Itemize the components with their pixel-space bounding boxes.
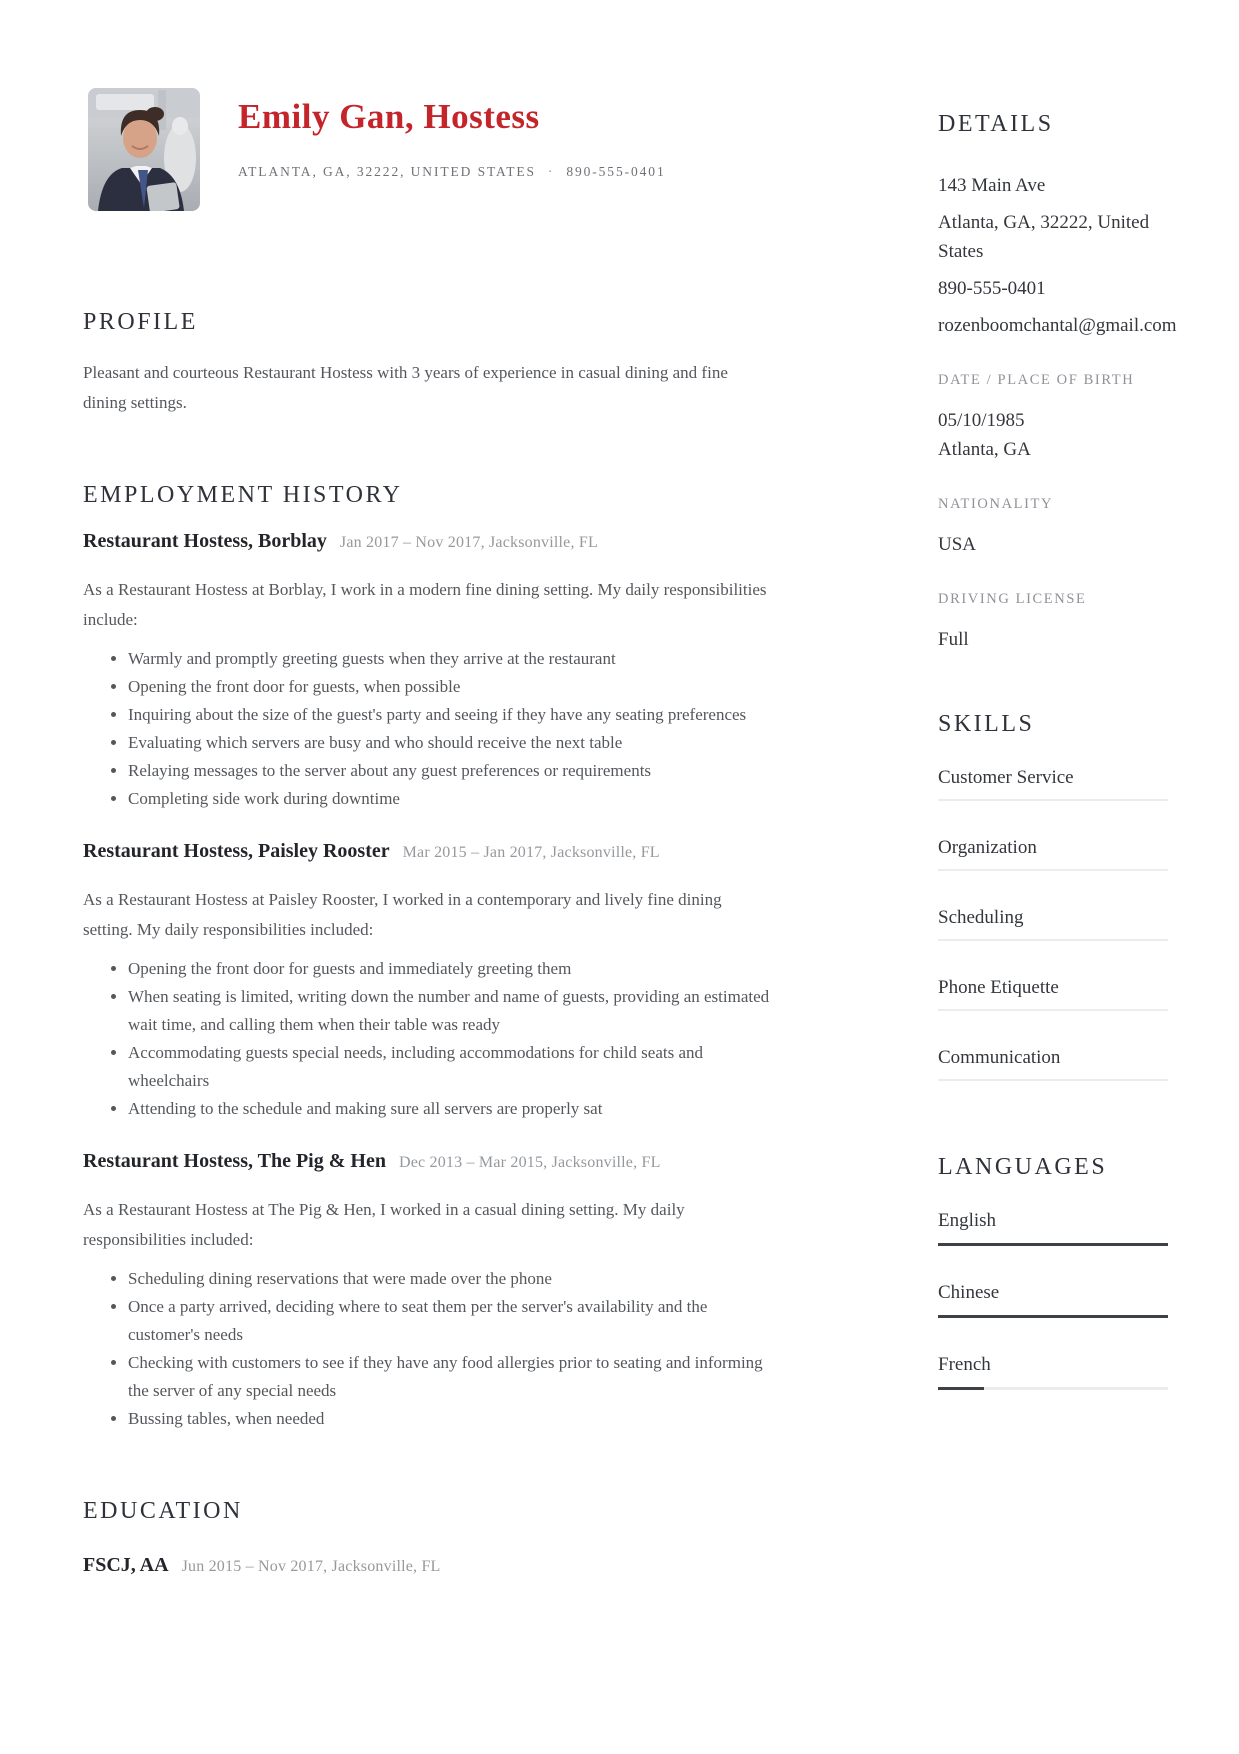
job-bullet: • Relaying messages to the server about any guest preferences or requirements xyxy=(128,757,773,785)
job-bullet: • Checking with customers to see if they have any food allergies prior to seating and informing the server of any special needs xyxy=(128,1349,773,1405)
phone-number: 890-555-0401 xyxy=(938,278,1046,299)
language-name: French xyxy=(938,1354,991,1375)
education-heading: EDUCATION xyxy=(83,1498,243,1524)
language-item xyxy=(938,1352,1168,1390)
language-level-track xyxy=(938,1387,1168,1390)
job-bullet: • Scheduling dining reservations that were made over the phone xyxy=(128,1265,773,1293)
job-bullet: • Once a party arrived, deciding where to seat them per the server's availability and the customer's needs xyxy=(128,1293,773,1349)
skill-separator-line xyxy=(938,869,1168,871)
language-level-track xyxy=(938,1315,1168,1318)
job-title-text: Restaurant Hostess, Paisley Rooster xyxy=(83,840,390,862)
job-intro: As a Restaurant Hostess at The Pig & Hen, I worked in a casual dining setting. My daily responsibilities included: xyxy=(83,1200,685,1249)
job-bullet: • Evaluating which servers are busy and who should receive the next table xyxy=(128,729,773,757)
languages-heading: LANGUAGES xyxy=(938,1154,1108,1180)
skill-name: Phone Etiquette xyxy=(938,977,1059,998)
skill-item xyxy=(938,765,1168,801)
birth-label: DATE / PLACE OF BIRTH xyxy=(938,372,1135,388)
skill-item xyxy=(938,1045,1168,1081)
skill-separator-line xyxy=(938,1009,1168,1011)
job-entry xyxy=(83,1149,783,1433)
job-entry xyxy=(83,529,783,813)
contact-location: ATLANTA, GA, 32222, UNITED STATES xyxy=(238,164,536,179)
language-item xyxy=(938,1208,1168,1246)
education-date: Jun 2015 – Nov 2017, Jacksonville, FL xyxy=(181,1558,441,1575)
contact-separator-dot: · xyxy=(547,164,555,179)
job-date: Mar 2015 – Jan 2017, Jacksonville, FL xyxy=(402,844,660,861)
education-section xyxy=(83,1497,783,1579)
details-heading: DETAILS xyxy=(938,111,1054,137)
skill-item xyxy=(938,835,1168,871)
education-title: FSCJ, AA xyxy=(83,1554,169,1576)
skill-name: Customer Service xyxy=(938,767,1074,788)
birth-date: 05/10/1985 xyxy=(938,410,1025,431)
job-title xyxy=(83,1149,783,1175)
driving-license-value: Full xyxy=(938,629,969,650)
language-name: English xyxy=(938,1210,997,1231)
job-bullet-list xyxy=(83,1265,773,1433)
job-title xyxy=(83,529,783,555)
profile-text: Pleasant and courteous Restaurant Hostess with 3 years of experience in casual dining and fine dining settings. xyxy=(83,363,728,412)
language-level-bar xyxy=(938,1387,984,1390)
nationality-label: NATIONALITY xyxy=(938,496,1054,512)
skill-name: Scheduling xyxy=(938,907,1024,928)
skill-separator-line xyxy=(938,1079,1168,1081)
job-bullet-list xyxy=(83,645,773,813)
job-date: Jan 2017 – Nov 2017, Jacksonville, FL xyxy=(339,534,598,551)
skill-item xyxy=(938,975,1168,1011)
email-address: rozenboomchantal@gmail.com xyxy=(938,315,1177,336)
profile-photo xyxy=(88,88,200,211)
header xyxy=(83,88,783,211)
contact-phone: 890-555-0401 xyxy=(566,164,666,179)
address-line-2: Atlanta, GA, 32222, United States xyxy=(938,212,1150,262)
job-bullet: • Accommodating guests special needs, including accommodations for child seats and wheelchairs xyxy=(128,1039,773,1095)
main-column xyxy=(83,0,783,1579)
language-level-bar xyxy=(938,1243,1168,1246)
employment-section xyxy=(83,481,783,1433)
skill-name: Organization xyxy=(938,837,1037,858)
employment-heading: EMPLOYMENT HISTORY xyxy=(83,482,403,508)
skill-separator-line xyxy=(938,799,1168,801)
skills-heading: SKILLS xyxy=(938,711,1035,737)
skill-item xyxy=(938,905,1168,941)
profile-heading: PROFILE xyxy=(83,309,198,335)
job-bullet: • Bussing tables, when needed xyxy=(128,1405,773,1433)
sidebar xyxy=(938,0,1177,1390)
job-title-text: Restaurant Hostess, Borblay xyxy=(83,530,327,552)
education-entry xyxy=(83,1553,783,1579)
language-level-track xyxy=(938,1243,1168,1246)
contact-line xyxy=(238,164,666,180)
job-entry xyxy=(83,839,783,1123)
portrait-photo-illustration xyxy=(88,88,200,211)
skill-name: Communication xyxy=(938,1047,1061,1068)
job-bullet: • Inquiring about the size of the guest's party and seeing if they have any seating preferences xyxy=(128,701,773,729)
job-bullet: • Opening the front door for guests and immediately greeting them xyxy=(128,955,773,983)
birth-place: Atlanta, GA xyxy=(938,439,1031,460)
job-bullet: • When seating is limited, writing down the number and name of guests, providing an estimated wait time, and calling them when their table was ready xyxy=(128,983,773,1039)
identity-block xyxy=(238,88,666,211)
address-line-1: 143 Main Ave xyxy=(938,175,1046,196)
language-item xyxy=(938,1280,1168,1318)
job-intro: As a Restaurant Hostess at Borblay, I work in a modern fine dining setting. My daily responsibilities include: xyxy=(83,580,767,629)
language-name: Chinese xyxy=(938,1282,1000,1303)
profile-section xyxy=(83,308,783,418)
job-bullet: • Warmly and promptly greeting guests when they arrive at the restaurant xyxy=(128,645,773,673)
job-bullet: • Completing side work during downtime xyxy=(128,785,773,813)
job-bullet: • Attending to the schedule and making sure all servers are properly sat xyxy=(128,1095,773,1123)
job-title-text: Restaurant Hostess, The Pig & Hen xyxy=(83,1150,386,1172)
candidate-name: Emily Gan, Hostess xyxy=(238,97,540,136)
language-level-bar xyxy=(938,1315,1168,1318)
job-intro: As a Restaurant Hostess at Paisley Rooster, I worked in a contemporary and lively fine dining setting. My daily responsibilities included: xyxy=(83,890,722,939)
job-bullet-list xyxy=(83,955,773,1123)
driving-license-label: DRIVING LICENSE xyxy=(938,591,1087,607)
job-bullet: • Opening the front door for guests, when possible xyxy=(128,673,773,701)
job-title xyxy=(83,839,783,865)
skill-separator-line xyxy=(938,939,1168,941)
nationality-value: USA xyxy=(938,534,977,555)
job-date: Dec 2013 – Mar 2015, Jacksonville, FL xyxy=(398,1154,661,1171)
